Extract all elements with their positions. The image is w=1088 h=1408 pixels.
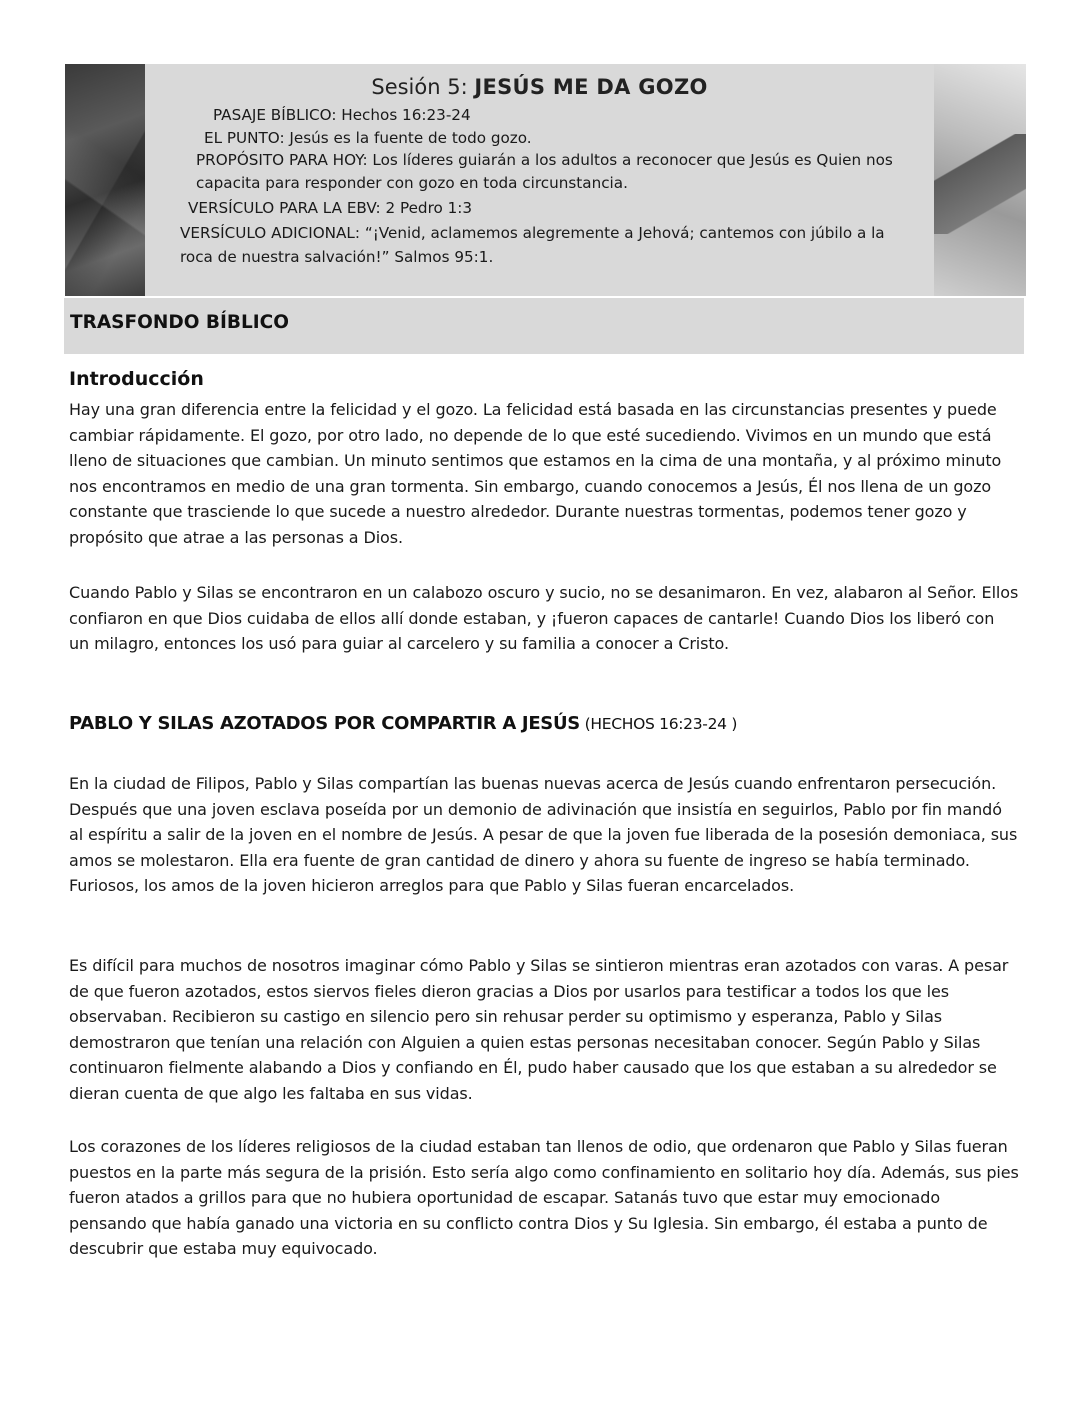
pablo-paragraph-3: Los corazones de los líderes religiosos de la ciudad estaban tan llenos de odio, que ordenaron que Pablo y Silas fueran puestos en la parte más segura de la prisión. Esto sería algo como confinamiento en solitario hoy día. Además, sus pies fueron atados a grillos para que no hubiera oportunidad de escapar. Satanás tuvo que estar muy emocionado pensando que había ganado una victoria en su conflicto contra Dios y Su Iglesia. Sin embargo, él estaba a punto de descubrir que estaba muy equivocado. (69, 1137, 1019, 1259)
intro-paragraph-2: Cuando Pablo y Silas se encontraron en un calabozo oscuro y sucio, no se desanimaron. En vez, alabaron al Señor. Ellos confiaron en que Dios cuidaba de ellos allí donde estaban, y ¡fueron capaces de cantarle! Cuando Dios los liberó con un milagro, entonces los usó para guiar al carcelero y su familia a conocer a Cristo. (69, 583, 1019, 654)
decorative-pattern-right (934, 64, 1026, 296)
intro-paragraph-1: Hay una gran diferencia entre la felicidad y el gozo. La felicidad está basada en las circunstancias presentes y puede cambiar rápidamente. El gozo, por otro lado, no depende de lo que esté sucediendo. Vivimos en un mundo que está lleno de situaciones que cambian. Un minuto sentimos que estamos en la cima de una montaña, y al próximo minuto nos encontramos en medio de una gran tormenta. Sin embargo, cuando conocemos a Jesús, Él nos llena de un gozo constante que trasciende lo que sucede a nuestro alrededor. Durante nuestras tormentas, podemos tener gozo y propósito que atrae a las personas a Dios. (69, 400, 1002, 547)
pablo-paragraph-1: En la ciudad de Filipos, Pablo y Silas compartían las buenas nuevas acerca de Jesús cuando enfrentaron persecución. Después que una joven esclava poseída por un demonio de adivinación que insistía en seguirlos, Pablo por fin mandó al espíritu a salir de la joven en el nombre de Jesús. A pesar de que la joven fue liberada de la posesión demoniaca, sus amos se molestaron. Ella era fuente de gran cantidad de dinero y ahora su fuente de ingreso se había terminado. Furiosos, los amos de la joven hicieron arreglos para que Pablo y Silas fueran encarcelados. (69, 774, 1018, 896)
verse-ebv-line: VERSÍCULO PARA LA EBV: 2 Pedro 1:3 (188, 199, 473, 217)
passage-line: PASAJE BÍBLICO: Hechos 16:23-24 (213, 106, 471, 124)
additional-verse-line-continued: roca de nuestra salvación!” Salmos 95:1. (180, 248, 494, 266)
pablo-heading-text: PABLO Y SILAS AZOTADOS POR COMPARTIR A JESÚS (69, 713, 580, 734)
section-title: TRASFONDO BÍBLICO (70, 312, 289, 333)
intro-heading: Introducción (69, 368, 204, 390)
decorative-pattern-left (65, 64, 145, 296)
session-name: JESÚS ME DA GOZO (474, 75, 708, 99)
purpose-line: PROPÓSITO PARA HOY: Los líderes guiarán a los adultos a reconocer que Jesús es Quien nos (196, 151, 893, 169)
point-line: EL PUNTO: Jesús es la fuente de todo gozo. (204, 129, 532, 147)
pablo-paragraph-2: Es difícil para muchos de nosotros imaginar cómo Pablo y Silas se sintieron mientras eran azotados con varas. A pesar de que fueron azotados, estos siervos fieles dieron gracias a Dios por usarlos para testificar a todos los que les observaban. Recibieron su castigo en silencio pero sin rehusar perder su optimismo y esperanza, Pablo y Silas demostraron que tenían una relación con Alguien a quien estas personas necesitaban conocer. Según Pablo y Silas continuaron fielmente alabando a Dios y confiando en Él, pudo haber causado que los que estaban a su alrededor se dieran cuenta de que algo les faltaba en sus vidas. (69, 956, 1009, 1103)
session-title (145, 74, 934, 100)
session-prefix: Sesión 5: (371, 75, 475, 99)
additional-verse-line: VERSÍCULO ADICIONAL: “¡Venid, aclamemos alegremente a Jehová; cantemos con júbilo a la (180, 224, 885, 242)
purpose-line-continued: capacita para responder con gozo en toda circunstancia. (196, 174, 628, 192)
pablo-heading-reference: (HECHOS 16:23-24 ) (579, 715, 738, 733)
pablo-heading (69, 713, 737, 734)
section-header-band (64, 298, 1024, 354)
